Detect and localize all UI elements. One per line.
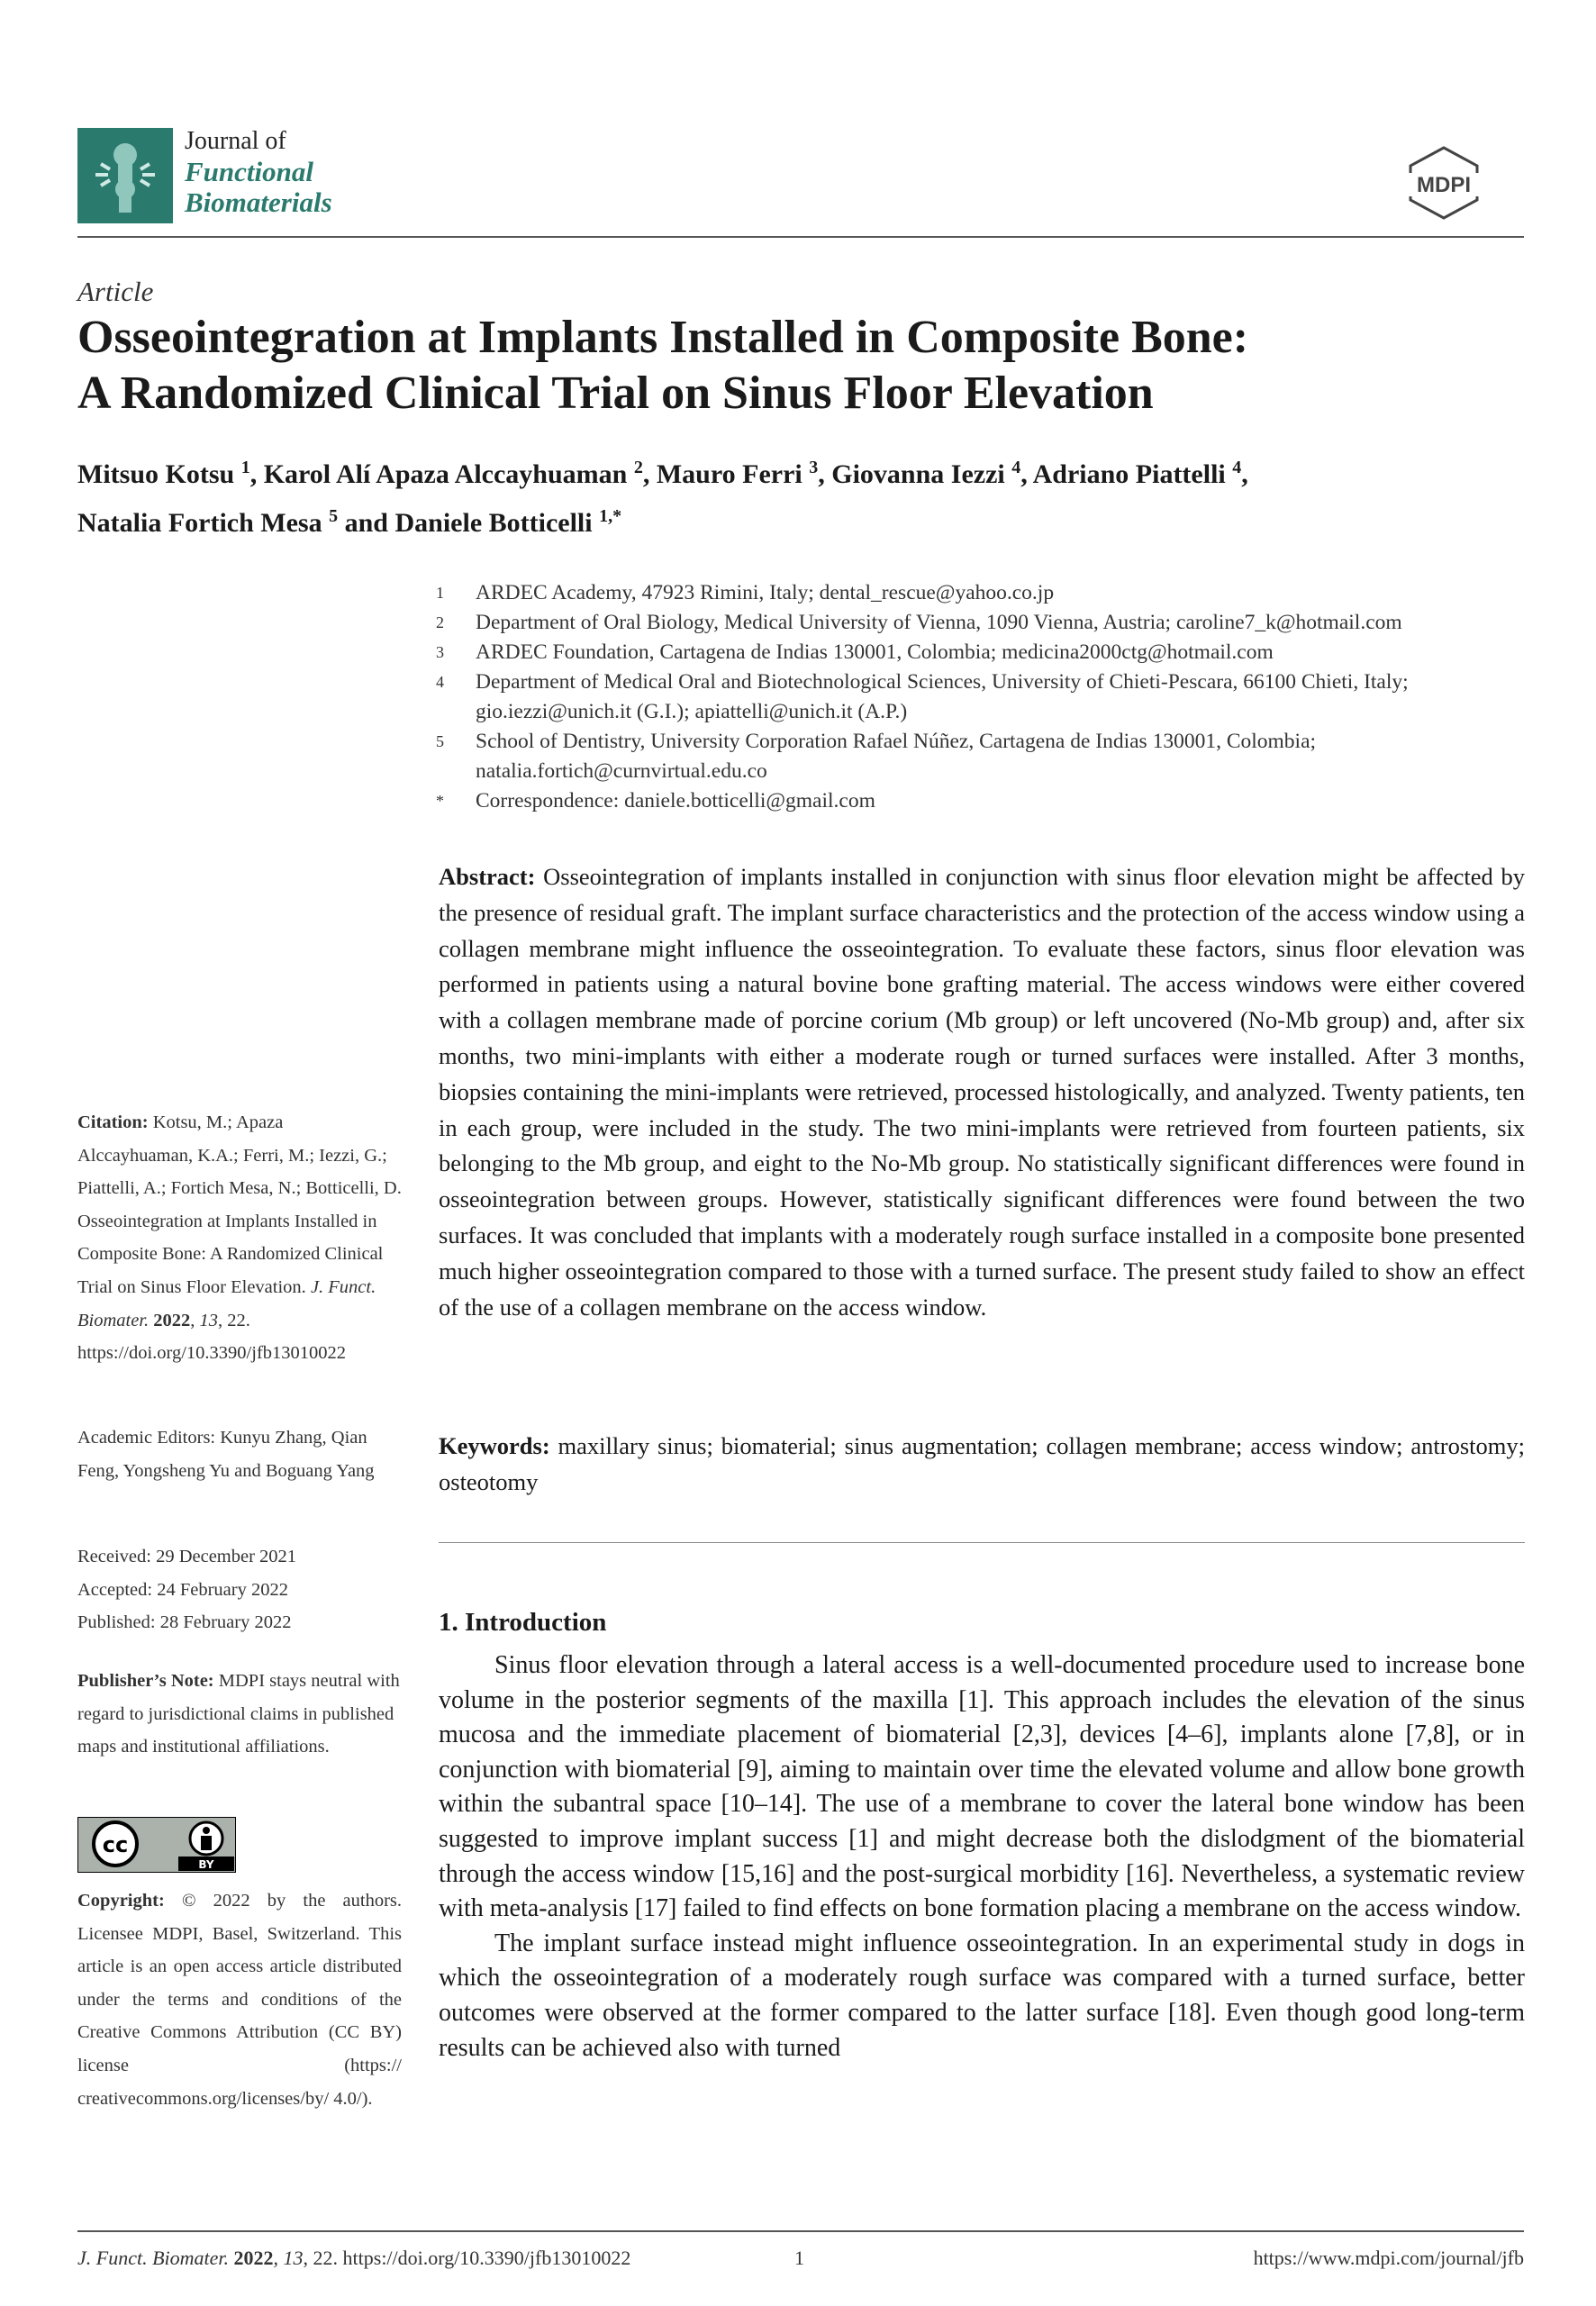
- affiliation-line: gio.iezzi@unich.it (G.I.); apiattelli@unich.it (A.P.): [476, 700, 908, 723]
- affiliation-line: natalia.fortich@curnvirtual.edu.co: [476, 759, 767, 783]
- affiliation-text: [476, 786, 1526, 816]
- affiliation-line: ARDEC Academy, 47923 Rimini, Italy; dental_rescue@yahoo.co.jp: [476, 581, 1055, 604]
- affiliation-line: Department of Oral Biology, Medical University of Vienna, 1090 Vienna, Austria; caroline7_k@hotmail.com: [476, 611, 1402, 634]
- author-name: Mauro Ferri: [656, 459, 803, 489]
- dates-block: [77, 1540, 402, 1639]
- affiliation-text: [476, 727, 1526, 786]
- author-separator: ,: [1020, 459, 1033, 489]
- affiliation-mark: *: [436, 792, 444, 810]
- author-name: Daniele Botticelli: [394, 508, 593, 538]
- author-separator: ,: [249, 459, 264, 489]
- affiliation-line: Department of Medical Oral and Biotechnological Sciences, University of Chieti-Pescara, 66100 Chieti, Italy;: [476, 670, 1409, 694]
- affiliation-item: [436, 667, 1526, 727]
- header-rule: [77, 236, 1524, 238]
- author-affiliation-mark: 1,*: [599, 506, 622, 526]
- affiliation-item: [436, 727, 1526, 786]
- copyright-text: © 2022 by the authors. Licensee MDPI, Basel, Switzerland. This article is an open access article distributed under the terms and conditions of the Creative Commons Attribution (CC BY) license (https:// creativecommons.org/licenses/by/ 4.0/).: [77, 1891, 403, 2109]
- affiliation-mark: 2: [436, 613, 444, 631]
- journal-name-line3: Biomaterials: [185, 186, 332, 218]
- footer-journal: J. Funct. Biomater.: [77, 2247, 230, 2269]
- author-affiliation-mark: 5: [329, 506, 339, 526]
- mdpi-logo-icon: [1405, 144, 1483, 222]
- affiliation-mark: 4: [436, 673, 444, 691]
- paper-title: [77, 310, 1524, 422]
- copyright-block: [77, 1884, 402, 2115]
- cc-label: cc: [102, 1832, 129, 1857]
- author-name: Adriano Piattelli: [1032, 459, 1226, 489]
- article-type: Article: [77, 276, 154, 307]
- abstract-label: Abstract:: [439, 863, 536, 890]
- affiliations: [436, 578, 1526, 816]
- mdpi-logo: [1405, 144, 1483, 222]
- author-affiliation-mark: 4: [1232, 458, 1242, 477]
- publisher-note-label: Publisher’s Note:: [77, 1671, 214, 1691]
- journal-name-line1: Journal of: [185, 127, 286, 155]
- cc-by-license-badge[interactable]: [77, 1817, 236, 1873]
- intro-paragraph-1: Sinus floor elevation through a lateral access is a well-documented procedure used to increase bone volume in the posterior segments of the maxilla [1]. This approach includes the elevation of the sinus mucosa and the immediate placement of biomaterial [2,3], devices [4–6], implants alone [7,8], or in conjunction with biomaterial [9], aiming to maintain over time the elevated volume and allow bone growth within the subantral space [10–14]. The use of a membrane to cover the lateral bone window has been suggested to improve implant success [1] and might decrease both the dislodgment of the biomaterial through the access window [15,16] and the post-surgical morbidity [16]. Nevertheless, a systematic review with meta-analysis [17] failed to find effects on bone formation placing a membrane on the access window.: [439, 1651, 1525, 1923]
- author-name: Giovanna Iezzi: [831, 459, 1005, 489]
- paper-title-line1: Osseointegration at Implants Installed in Composite Bone:: [77, 312, 1249, 363]
- journal-name: [185, 126, 332, 218]
- keywords: [439, 1429, 1525, 1501]
- cc-by-icon: [77, 1817, 236, 1873]
- author-separator: ,: [1241, 459, 1248, 489]
- citation-volume: 13: [199, 1310, 219, 1330]
- author-separator: ,: [818, 459, 832, 489]
- citation-block: Citation: Kotsu, M.; Apaza Alccayhuaman, K.A.; Ferri, M.; Iezzi, G.; Piattelli, A.; Fortich Mesa, N.; Botticelli, D. Osseointegration at Implants Installed in Composite Bone: A Randomized Clinical Trial on Sinus Floor Elevation. J. Funct. Biomater. 2022, 13, 22. https://doi.org/10.3390/jfb13010022: [77, 1112, 402, 1364]
- affiliation-item: [436, 608, 1526, 638]
- affiliation-text: [476, 608, 1526, 638]
- affiliation-item: [436, 786, 1526, 816]
- introduction-body: [439, 1648, 1525, 2065]
- received-date: Received: 29 December 2021: [77, 1547, 297, 1566]
- journal-logo-icon: [77, 128, 173, 223]
- abstract: [439, 859, 1525, 1325]
- affiliation-text: [476, 638, 1526, 667]
- publisher-note-text: MDPI stays neutral with regard to jurisdictional claims in published maps and institutional affiliations.: [77, 1671, 400, 1757]
- accepted-date: Accepted: 24 February 2022: [77, 1579, 288, 1600]
- abstract-text: Osseointegration of implants installed in conjunction with sinus floor elevation might be affected by the presence of residual graft. The implant surface characteristics and the protection of the access window using a collagen membrane might influence the osseointegration. To evaluate these factors, sinus floor elevation was performed in patients using a natural bovine bone grafting material. The access windows were either covered with a collagen membrane made of porcine corium (Mb group) or left uncovered (No-Mb group) and, after six months, two mini-implants with either a moderate rough or turned surfaces were installed. After 3 months, biopsies containing the mini-implants were retrieved, processed histologically, and analyzed. Twenty patients, ten in each group, were included in the study. The two mini-implants were retrieved from fourteen patients, six belonging to the Mb group, and eight to the No-Mb group. No statistically significant differences were found in osseointegration between groups. However, statistically significant differences were found between the two surfaces. It was concluded that implants with a moderately rough surface installed in a composite bone presented much higher osseointegration compared to those with a turned surface. The present study failed to show an effect of the use of a collagen membrane on the access window.: [439, 863, 1526, 1321]
- journal-logo: [77, 128, 173, 223]
- footer-citation: J. Funct. Biomater. 2022, 13, 22. https://doi.org/10.3390/jfb13010022: [77, 2247, 631, 2269]
- academic-editors-text: Academic Editors: Kunyu Zhang, Qian Feng, Yongsheng Yu and Boguang Yang: [77, 1428, 375, 1481]
- publisher-note: [77, 1665, 402, 1764]
- affiliation-text: [476, 578, 1526, 608]
- author-name: Mitsuo Kotsu: [77, 459, 235, 489]
- section-separator: [439, 1542, 1525, 1543]
- affiliation-text: [476, 667, 1526, 727]
- author-affiliation-mark: 3: [809, 458, 819, 477]
- citation-journal: J. Funct. Biomater.: [77, 1276, 376, 1330]
- affiliation-line: ARDEC Foundation, Cartagena de Indias 130001, Colombia; medicina2000ctg@hotmail.com: [476, 640, 1274, 664]
- author-affiliation-mark: 2: [633, 458, 643, 477]
- affiliation-line: Correspondence: daniele.botticelli@gmail.com: [476, 789, 875, 813]
- mdpi-logo-text: MDPI: [1417, 173, 1471, 197]
- footer-journal-url[interactable]: https://www.mdpi.com/journal/jfb: [1253, 2247, 1524, 2269]
- author-affiliation-mark: 1: [240, 458, 250, 477]
- affiliation-mark: 5: [436, 732, 444, 750]
- author-separator: ,: [642, 459, 657, 489]
- affiliation-line: School of Dentistry, University Corporation Rafael Núñez, Cartagena de Indias 130001, Colombia;: [476, 730, 1317, 753]
- author-affiliation-mark: 4: [1011, 458, 1021, 477]
- cc-by-label: BY: [198, 1858, 214, 1871]
- author-separator: and: [338, 508, 395, 538]
- footer-rule: [77, 2230, 1524, 2232]
- copyright-label: Copyright:: [77, 1891, 165, 1911]
- intro-paragraph-2: The implant surface instead might influence osseointegration. In an experimental study in dogs in which the osseointegration of a moderately rough surface was compared with a turned surface, better outcomes were observed at the former compared to the latter surface [18]. Even though good long-term results can be achieved also with turned: [439, 1929, 1525, 2062]
- author-name: Natalia Fortich Mesa: [77, 508, 322, 538]
- keywords-label: Keywords:: [439, 1432, 550, 1459]
- footer-year: 2022: [233, 2247, 274, 2269]
- author-list: [77, 447, 1524, 544]
- section-heading-introduction: 1. Introduction: [439, 1608, 607, 1637]
- academic-editors: [77, 1421, 402, 1487]
- affiliation-item: [436, 578, 1526, 608]
- published-date: Published: 28 February 2022: [77, 1612, 292, 1633]
- affiliation-mark: 3: [436, 643, 444, 661]
- footer-doi[interactable]: , 22. https://doi.org/10.3390/jfb13010022: [303, 2247, 631, 2269]
- affiliation-item: [436, 638, 1526, 667]
- citation-rest[interactable]: , 22. https://doi.org/10.3390/jfb13010022: [77, 1310, 347, 1364]
- citation-text: Kotsu, M.; Apaza Alccayhuaman, K.A.; Ferri, M.; Iezzi, G.; Piattelli, A.; Fortich Mesa, N.; Botticelli, D. Osseointegration at Implants Installed in Composite Bone: A Randomized Clinical Trial on Sinus Floor Elevation.: [77, 1112, 402, 1297]
- keywords-text: maxillary sinus; biomaterial; sinus augmentation; collagen membrane; access window; antrostomy; osteotomy: [439, 1432, 1525, 1495]
- page-number: 1: [794, 2247, 804, 2269]
- citation-label: Citation:: [77, 1112, 149, 1132]
- journal-name-line2: Functional: [185, 156, 313, 187]
- citation-year: 2022: [153, 1310, 191, 1330]
- paper-title-line2: A Randomized Clinical Trial on Sinus Floor Elevation: [77, 368, 1154, 419]
- affiliation-mark: 1: [436, 584, 444, 602]
- footer-volume: 13: [283, 2247, 304, 2269]
- author-name: Karol Alí Apaza Alccayhuaman: [263, 459, 628, 489]
